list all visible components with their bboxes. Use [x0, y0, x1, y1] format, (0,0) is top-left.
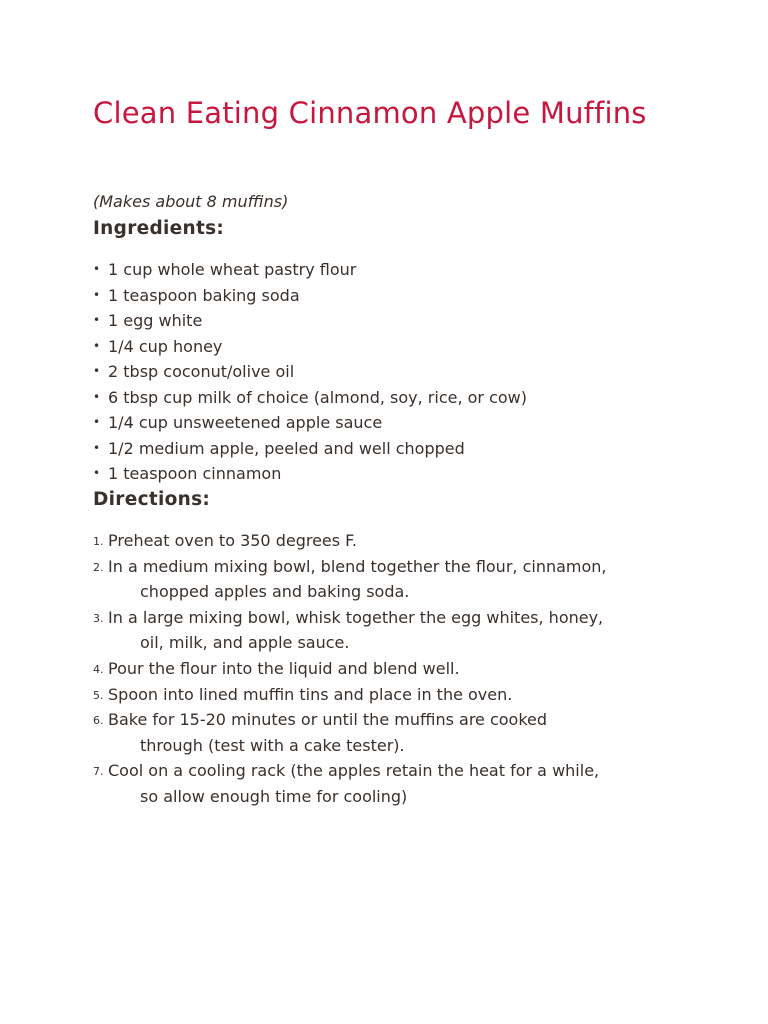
bullet-icon: •: [93, 466, 101, 480]
step-text-continued: chopped apples and baking soda.: [140, 582, 410, 602]
step-text: In a large mixing bowl, whisk together the egg whites, honey,: [108, 607, 604, 627]
ingredient-item: [93, 410, 527, 436]
step-number: 2.: [93, 560, 104, 574]
direction-step: [93, 554, 713, 605]
bullet-icon: •: [93, 415, 101, 429]
ingredient-text: 1 teaspoon baking soda: [108, 285, 300, 305]
step-text: In a medium mixing bowl, blend together the flour, cinnamon,: [108, 556, 607, 576]
ingredient-text: 2 tbsp coconut/olive oil: [108, 362, 295, 381]
step-text: Bake for 15-20 minutes or until the muffins are cooked: [108, 710, 548, 730]
ingredient-text: 1/4 cup unsweetened apple sauce: [108, 413, 383, 432]
ingredient-item: [93, 257, 527, 283]
ingredient-item: [93, 308, 527, 334]
bullet-icon: •: [93, 287, 101, 302]
step-number: 4.: [93, 662, 104, 676]
ingredients-heading: Ingredients:: [93, 218, 225, 239]
directions-heading: Directions:: [93, 489, 211, 510]
ingredient-text: 1 cup whole wheat pastry flour: [108, 260, 357, 279]
bullet-icon: •: [93, 338, 101, 353]
step-number: 3.: [93, 611, 104, 625]
direction-step: [93, 605, 713, 656]
direction-step: [93, 707, 713, 758]
directions-list: [93, 528, 713, 810]
bullet-icon: •: [93, 389, 101, 404]
ingredient-item: [93, 334, 527, 360]
direction-step: [93, 656, 713, 682]
step-text: Pour the flour into the liquid and blend well.: [108, 658, 460, 678]
yield-note: (Makes about 8 muffins): [93, 192, 289, 211]
step-number: 1.: [93, 535, 104, 548]
ingredient-text: 1 egg white: [108, 311, 203, 330]
ingredient-text: 6 tbsp cup milk of choice (almond, soy, rice, or cow): [108, 387, 527, 407]
ingredients-list: [93, 257, 527, 487]
step-number: 5.: [93, 688, 104, 702]
ingredient-text: 1/2 medium apple, peeled and well chopped: [108, 438, 465, 458]
ingredient-item: [93, 359, 527, 385]
ingredient-text: 1/4 cup honey: [108, 336, 223, 356]
bullet-icon: •: [93, 313, 101, 327]
step-number: 6.: [93, 714, 104, 728]
bullet-icon: •: [93, 440, 101, 455]
direction-step: [93, 528, 713, 554]
direction-step: [93, 682, 713, 708]
bullet-icon: •: [93, 262, 101, 276]
step-text-continued: so allow enough time for cooling): [140, 786, 408, 806]
ingredient-item: [93, 436, 527, 462]
bullet-icon: •: [93, 364, 101, 378]
ingredient-item: [93, 385, 527, 411]
step-text: Preheat oven to 350 degrees F.: [108, 531, 357, 550]
step-text: Spoon into lined muffin tins and place in the oven.: [108, 684, 513, 704]
ingredient-item: [93, 283, 527, 309]
step-number: 7.: [93, 765, 104, 779]
step-text-continued: oil, milk, and apple sauce.: [140, 633, 350, 653]
step-text-continued: through (test with a cake tester).: [140, 735, 405, 755]
ingredient-text: 1 teaspoon cinnamon: [108, 464, 282, 483]
direction-step: [93, 758, 713, 809]
step-text: Cool on a cooling rack (the apples retain the heat for a while,: [108, 761, 600, 781]
page-title: Clean Eating Cinnamon Apple Muffins: [93, 96, 647, 130]
ingredient-item: [93, 461, 527, 487]
